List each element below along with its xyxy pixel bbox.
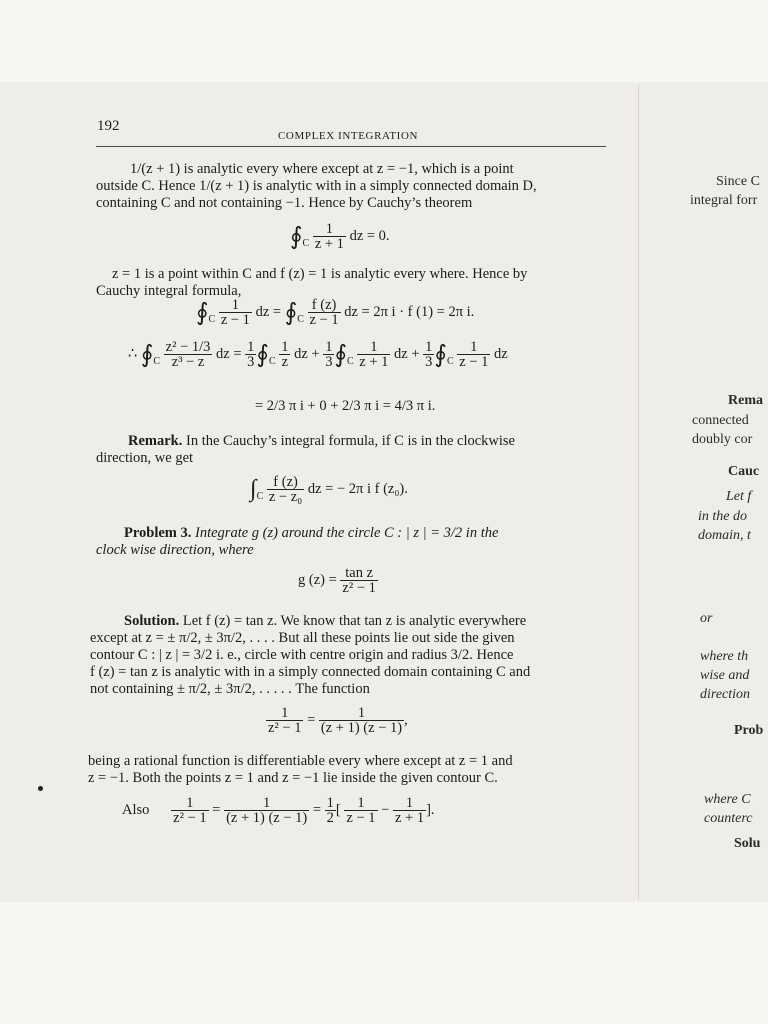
right-text: connected (692, 413, 749, 428)
right-text: or (700, 611, 713, 626)
text-line: clock wise direction, where (96, 542, 254, 558)
right-text: wise and (700, 668, 750, 683)
equation-5: $\int_C$ $\frac{f (z)}{\text{z − z₀}}$ dz = − 2π i f (z₀). (250, 474, 408, 505)
equation-6: g (z) = $\frac{\text{tan z}}{\text{z² − 1}}$ (298, 565, 376, 596)
text-line: z = −1. Both the points z = 1 and z = −1 lie inside the given contour C. (88, 770, 498, 786)
equation-7: $\frac{1}{\text{z² − 1}}$ = $\frac{1}{(z + 1) (z - 1)}$ , (268, 705, 408, 736)
right-text: Let f (726, 489, 752, 504)
equation-8: Also $\frac{1}{\text{z² − 1}}$ = $\frac{1}{(z + 1) (z - 1)}$ = $\frac{1}{2}$ [ $\frac{1}{z - 1}$ − $\frac{1}{z + 1}$ ]. (122, 795, 435, 826)
right-text: Since C (716, 174, 760, 189)
solution-line: Solution. Let f (z) = tan z. We know that tan z is analytic everywhere (124, 613, 527, 629)
problem-line: Problem 3. Integrate g (z) around the circle C : | z | = 3/2 in the (124, 525, 499, 541)
right-text: Cauc (728, 464, 760, 479)
scan-speck (38, 786, 43, 791)
right-text: doubly cor (692, 432, 753, 447)
text-line: direction, we get (96, 450, 194, 466)
equation-2: $∮_C$ $\frac{1}{z - 1}$ dz = $∮_C$ $\frac{f (z)}{z - 1}$ dz = 2π i · f (1) = 2π i. (196, 297, 475, 328)
right-text: direction (700, 687, 751, 702)
text-line: outside C. Hence 1/(z + 1) is analytic with in a simply connected domain D, (96, 178, 537, 194)
text-line: being a rational function is differentiable every where except at z = 1 and (88, 753, 513, 769)
right-text: counterc (704, 811, 753, 826)
header-rule (96, 146, 606, 147)
equation-1: $∮_C$ $\frac{1}{z + 1}$ dz = 0. (290, 221, 390, 252)
text-line: z = 1 is a point within C and f (z) = 1 is analytic every where. Hence by (112, 266, 528, 282)
right-text: integral forr (690, 193, 758, 208)
right-text: where th (700, 649, 749, 664)
right-text: domain, t (698, 528, 751, 543)
text-line: contour C : | z | = 3/2 i. e., circle with centre origin and radius 3/2. Hence (90, 647, 514, 663)
right-text: Rema (728, 393, 763, 408)
running-header: COMPLEX INTEGRATION (278, 130, 419, 142)
contour-integral-sign: ∮ (290, 224, 303, 250)
fraction: $\frac{1}{z + 1}$ (314, 221, 344, 252)
text-line: not containing ± π/2, ± 3π/2, . . . . . The function (90, 681, 370, 697)
text-line: except at z = ± π/2, ± 3π/2, . . . . But all these points lie out side the given (90, 630, 515, 646)
text-line: f (z) = tan z is analytic with in a simply connected domain containing C and (90, 664, 531, 680)
right-text: Prob (734, 723, 764, 738)
text-line: 1/(z + 1) is analytic every where except at z = −1, which is a point (130, 161, 514, 177)
right-text: where C (704, 792, 751, 807)
equation-4: = 2/3 π i + 0 + 2/3 π i = 4/3 π i. (255, 398, 436, 414)
equation-3: ∴ $∮_C$ $\frac{\text{z² − 1/3}}{\text{z³ − z}}$ dz = $\frac{1}{3}$ $∮_C$ $\frac{1}{z}$ dz + $\frac{1}{3}$ $∮_C$ $\frac{1}{z + 1}$ dz + $\frac{1}{3}$ $∮_C$ $\frac{1}{z - 1}$ dz (128, 339, 508, 370)
right-text: Solu (734, 836, 761, 851)
remark-line: Remark. In the Cauchy’s integral formula, if C is in the clockwise (128, 433, 515, 449)
text-line: containing C and not containing −1. Hence by Cauchy’s theorem (96, 195, 473, 211)
page-fold (638, 85, 639, 900)
text-line: Cauchy integral formula, (96, 283, 242, 299)
page-number: 192 (97, 118, 120, 134)
right-text: in the do (698, 509, 747, 524)
